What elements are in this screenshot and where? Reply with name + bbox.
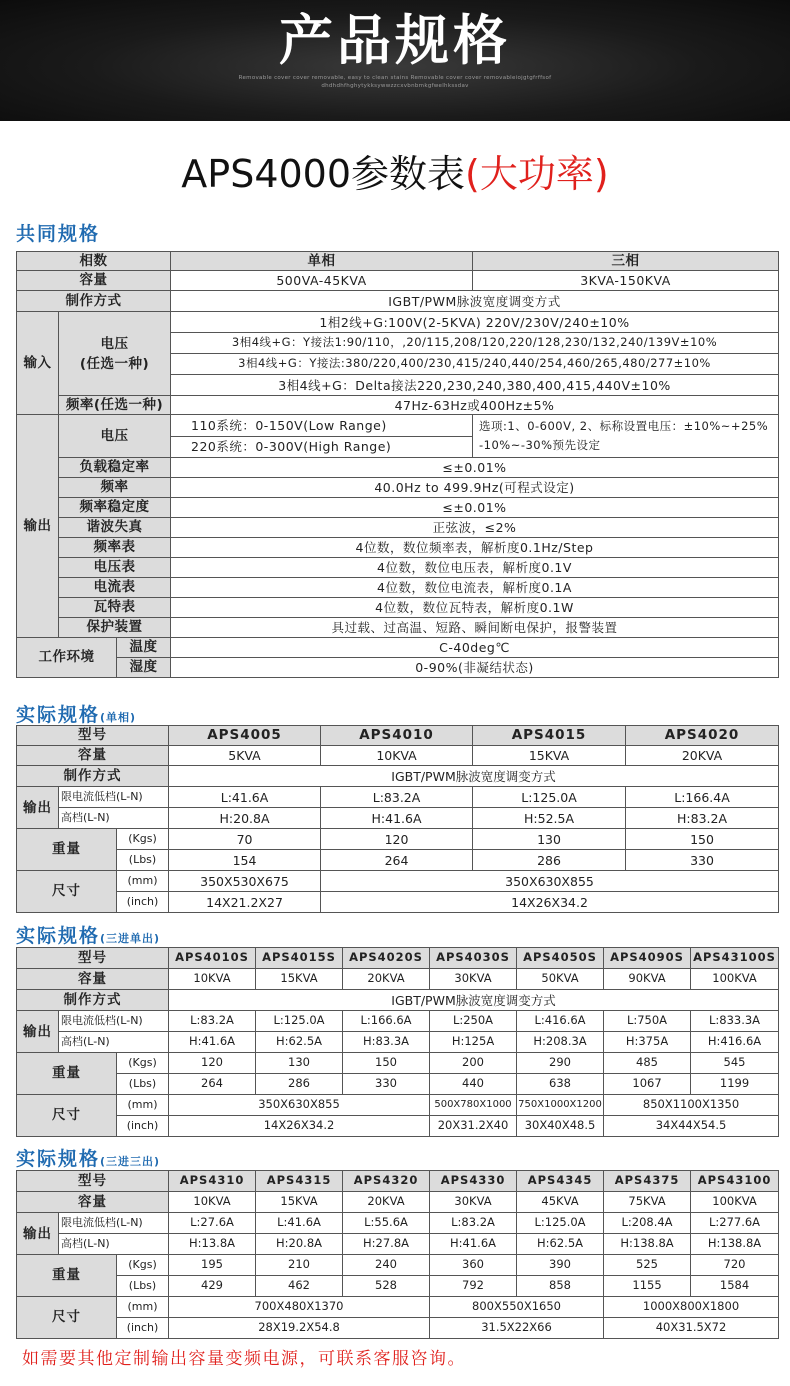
inch-label: (inch) [117,1318,169,1339]
voltage-meter-value: 4位数，数位电压表，解析度0.1V [171,558,779,578]
high-range-cell: H:41.6A [430,1234,517,1255]
size-label: 尺寸 [17,871,117,913]
high-range-label: 高档(L-N) [59,1234,169,1255]
model-cell: APS43100S [691,948,779,969]
capacity-cell: 15KVA [256,1192,343,1213]
high-range-cell: H:20.8A [169,808,321,829]
protection-value: 具过载、过高温、短路、瞬间断电保护，报警装置 [171,618,779,638]
table-row [17,726,779,746]
section-title-text: 实际规格 [16,1148,101,1170]
high-range-cell: H:13.8A [169,1234,256,1255]
high-range-label: 高档(L-N) [59,808,169,829]
low-range-cell: L:833.3A [691,1011,779,1032]
method-label: 制作方式 [17,766,169,787]
kgs-cell: 70 [169,829,321,850]
table-row [17,271,779,291]
method-value: IGBT/PWM脉波宽度调变方式 [169,766,779,787]
table-row [17,415,779,437]
capacity-cell: 45KVA [517,1192,604,1213]
temperature-label: 温度 [117,638,171,658]
voltage-meter-label: 电压表 [59,558,171,578]
capacity-three: 3KVA-150KVA [473,271,779,291]
inch-cell: 14X26X34.2 [321,892,779,913]
high-range-cell: H:83.2A [626,808,779,829]
kgs-cell: 150 [343,1053,430,1074]
single-phase-table [16,725,779,913]
capacity-cell: 15KVA [256,969,343,990]
section-title-text: 实际规格 [16,704,101,726]
high-range-cell: H:62.5A [256,1032,343,1053]
lbs-cell: 264 [321,850,473,871]
input-frequency-label: 频率(任选一种) [59,396,171,415]
low-range-cell: L:41.6A [256,1213,343,1234]
lbs-cell: 858 [517,1276,604,1297]
low-range-cell: L:125.0A [517,1213,604,1234]
table-row [17,766,779,787]
table-row [17,1053,779,1074]
high-range-cell: H:41.6A [321,808,473,829]
size-label: 尺寸 [17,1095,117,1137]
kgs-cell: 360 [430,1255,517,1276]
kgs-label: (Kgs) [117,1053,169,1074]
kgs-cell: 720 [691,1255,779,1276]
current-meter-label: 电流表 [59,578,171,598]
three-phase-header: 三相 [473,252,779,271]
lbs-cell: 528 [343,1276,430,1297]
mm-label: (mm) [117,1297,169,1318]
table-row [17,498,779,518]
table-row [17,658,779,678]
banner-subtitle-line-1: Removable cover cover removable, easy to clean stains Removable cover cover removableiojgtgfrffsof [238,75,552,81]
table-row [17,618,779,638]
low-range-cell: L:41.6A [169,787,321,808]
page-title-highlight: (大功率) [465,152,609,196]
phase-label: 相数 [17,252,171,271]
capacity-cell: 20KVA [343,969,430,990]
load-regulation-label: 负载稳定率 [59,458,171,478]
kgs-cell: 130 [256,1053,343,1074]
table-row [17,850,779,871]
high-range-cell: H:20.8A [256,1234,343,1255]
model-cell: APS4020 [626,726,779,746]
model-cell: APS4010S [169,948,256,969]
table-row [17,1255,779,1276]
mm-cell: 350X630X855 [321,871,779,892]
watt-meter-value: 4位数，数位瓦特表，解析度0.1W [171,598,779,618]
load-regulation-value: ≤±0.01% [171,458,779,478]
inch-cell: 14X26X34.2 [169,1116,430,1137]
lbs-label: (Lbs) [117,1276,169,1297]
model-cell: APS4310 [169,1171,256,1192]
temperature-value: C-40deg℃ [171,638,779,658]
lbs-cell: 1199 [691,1074,779,1095]
high-range-cell: H:208.3A [517,1032,604,1053]
high-range-cell: H:52.5A [473,808,626,829]
model-cell: APS4005 [169,726,321,746]
low-range-cell: L:83.2A [430,1213,517,1234]
frequency-stability-label: 频率稳定度 [59,498,171,518]
output-group-label: 输出 [17,787,59,829]
inch-cell: 31.5X22X66 [430,1318,604,1339]
kgs-cell: 210 [256,1255,343,1276]
table-row [17,1318,779,1339]
low-range-cell: L:416.6A [517,1011,604,1032]
high-range-cell: H:138.8A [691,1234,779,1255]
current-meter-value: 4位数，数位电流表，解析度0.1A [171,578,779,598]
mm-cell: 750X1000X1200 [517,1095,604,1116]
model-cell: APS4050S [517,948,604,969]
capacity-cell: 100KVA [691,969,779,990]
input-voltage-label [59,312,171,396]
low-range-label: 限电流低档(L-N) [59,1213,169,1234]
mm-cell: 500X780X1000 [430,1095,517,1116]
mm-cell: 850X1100X1350 [604,1095,779,1116]
low-range-cell: L:27.6A [169,1213,256,1234]
low-range-cell: L:166.4A [626,787,779,808]
lbs-cell: 1155 [604,1276,691,1297]
humidity-value: 0-90%(非凝结状态) [171,658,779,678]
capacity-label: 容量 [17,271,171,291]
capacity-cell: 10KVA [169,969,256,990]
capacity-single: 500VA-45KVA [171,271,473,291]
lbs-cell: 792 [430,1276,517,1297]
table-row [17,808,779,829]
capacity-cell: 20KVA [626,746,779,766]
weight-label: 重量 [17,829,117,871]
section-subtitle: (三进三出) [100,1155,161,1168]
kgs-label: (Kgs) [117,829,169,850]
lbs-cell: 429 [169,1276,256,1297]
watt-meter-label: 瓦特表 [59,598,171,618]
inch-cell: 14X21.2X27 [169,892,321,913]
mm-cell: 800X550X1650 [430,1297,604,1318]
section-subtitle: (三进单出) [100,932,161,945]
lbs-cell: 638 [517,1074,604,1095]
high-range-cell: H:83.3A [343,1032,430,1053]
lbs-label: (Lbs) [117,1074,169,1095]
single-phase-header: 单相 [171,252,473,271]
lbs-cell: 440 [430,1074,517,1095]
table-row [17,1234,779,1255]
capacity-cell: 20KVA [343,1192,430,1213]
low-range-cell: L:277.6A [691,1213,779,1234]
table-row [17,1276,779,1297]
three-in-single-out-table [16,947,779,1137]
capacity-label: 容量 [17,1192,169,1213]
high-range-cell: H:138.8A [604,1234,691,1255]
output-voltage-range-2: 220系统：0-300V(High Range) [171,436,473,458]
model-cell: APS43100 [691,1171,779,1192]
table-row [17,1032,779,1053]
table-row [17,1011,779,1032]
kgs-cell: 240 [343,1255,430,1276]
input-voltage-title: 电压 [100,335,129,352]
input-voltage-1: 1相2线+G:100V(2-5KVA) 220V/230V/240±10% [171,312,779,333]
table-row [17,458,779,478]
kgs-cell: 120 [169,1053,256,1074]
header-banner [0,0,790,121]
table-row [17,1095,779,1116]
capacity-label: 容量 [17,969,169,990]
banner-title: 产品规格 [279,9,511,72]
inch-cell: 34X44X54.5 [604,1116,779,1137]
low-range-label: 限电流低档(L-N) [59,1011,169,1032]
capacity-cell: 5KVA [169,746,321,766]
kgs-cell: 545 [691,1053,779,1074]
output-voltage-label: 电压 [59,415,171,458]
kgs-cell: 150 [626,829,779,850]
capacity-label: 容量 [17,746,169,766]
table-row [17,1074,779,1095]
model-label: 型号 [17,948,169,969]
banner-subtitle-line-2: dhdhdhfhghytykksywwzzcxvbnbmkgfwelhkssdav [321,83,469,89]
inch-cell: 40X31.5X72 [604,1318,779,1339]
section-title-text: 实际规格 [16,925,101,947]
table-row [17,1192,779,1213]
environment-label: 工作环境 [17,638,117,678]
kgs-cell: 390 [517,1255,604,1276]
lbs-cell: 286 [473,850,626,871]
input-frequency-value: 47Hz-63Hz或400Hz±5% [171,396,779,415]
table-row [17,990,779,1011]
lbs-cell: 462 [256,1276,343,1297]
input-voltage-2: 3相4线+G：Y接法1:90/110，,20/115,208/120,220/128,230/132,240/139V±10% [171,333,779,354]
kgs-cell: 200 [430,1053,517,1074]
lbs-cell: 1584 [691,1276,779,1297]
protection-label: 保护装置 [59,618,171,638]
high-range-cell: H:41.6A [169,1032,256,1053]
low-range-cell: L:125.0A [473,787,626,808]
low-range-cell: L:83.2A [169,1011,256,1032]
low-range-cell: L:83.2A [321,787,473,808]
table-row [17,396,779,415]
lbs-cell: 330 [343,1074,430,1095]
capacity-cell: 50KVA [517,969,604,990]
input-voltage-subtitle: (任选一种) [79,355,150,372]
table-row [17,558,779,578]
page-title-text: APS4000参数表 [181,152,466,196]
inch-label: (inch) [117,892,169,913]
inch-cell: 20X31.2X40 [430,1116,517,1137]
input-voltage-4: 3相4线+G：Delta接法220,230,240,380,400,415,440V±10% [171,375,779,396]
method-label: 制作方式 [17,291,171,312]
output-voltage-range-1: 110系统：0-150V(Low Range) [171,415,473,437]
section-subtitle: (单相) [100,711,137,724]
low-range-cell: L:208.4A [604,1213,691,1234]
method-value: IGBT/PWM脉波宽度调变方式 [171,291,779,312]
low-range-label: 限电流低档(L-N) [59,787,169,808]
table-row [17,578,779,598]
mm-label: (mm) [117,1095,169,1116]
inch-cell: 28X19.2X54.8 [169,1318,430,1339]
kgs-cell: 120 [321,829,473,850]
inch-label: (inch) [117,1116,169,1137]
capacity-cell: 15KVA [473,746,626,766]
three-in-three-out-table [16,1170,779,1339]
frequency-stability-value: ≤±0.01% [171,498,779,518]
table-row [17,1171,779,1192]
thd-value: 正弦波，≤2% [171,518,779,538]
high-range-cell: H:125A [430,1032,517,1053]
section-title-single-phase [16,700,136,727]
output-group-label: 输出 [17,1213,59,1255]
table-row [17,892,779,913]
mm-cell: 350X530X675 [169,871,321,892]
frequency-label: 频率 [59,478,171,498]
model-cell: APS4015 [473,726,626,746]
lbs-cell: 1067 [604,1074,691,1095]
section-title-three-in-three-out [16,1144,160,1171]
table-row [17,1116,779,1137]
table-row [17,518,779,538]
table-row [17,746,779,766]
kgs-cell: 130 [473,829,626,850]
model-label: 型号 [17,1171,169,1192]
table-row [17,478,779,498]
mm-cell: 1000X800X1800 [604,1297,779,1318]
high-range-cell: H:416.6A [691,1032,779,1053]
inch-cell: 30X40X48.5 [517,1116,604,1137]
model-cell: APS4090S [604,948,691,969]
table-row [17,1297,779,1318]
output-group-label: 输出 [17,415,59,638]
lbs-label: (Lbs) [117,850,169,871]
lbs-cell: 264 [169,1074,256,1095]
mm-label: (mm) [117,871,169,892]
high-range-cell: H:375A [604,1032,691,1053]
high-range-label: 高档(L-N) [59,1032,169,1053]
capacity-cell: 10KVA [321,746,473,766]
low-range-cell: L:125.0A [256,1011,343,1032]
low-range-cell: L:750A [604,1011,691,1032]
input-group-label: 输入 [17,312,59,415]
capacity-cell: 75KVA [604,1192,691,1213]
frequency-meter-value: 4位数，数位频率表，解析度0.1Hz/Step [171,538,779,558]
table-row [17,829,779,850]
table-row [17,538,779,558]
model-cell: APS4320 [343,1171,430,1192]
common-spec-table [16,251,779,678]
method-label: 制作方式 [17,990,169,1011]
weight-label: 重量 [17,1053,117,1095]
model-cell: APS4330 [430,1171,517,1192]
humidity-label: 湿度 [117,658,171,678]
table-row [17,871,779,892]
section-title-common [16,219,100,246]
lbs-cell: 154 [169,850,321,871]
high-range-cell: H:27.8A [343,1234,430,1255]
capacity-cell: 90KVA [604,969,691,990]
low-range-cell: L:250A [430,1011,517,1032]
mm-cell: 350X630X855 [169,1095,430,1116]
model-cell: APS4345 [517,1171,604,1192]
weight-label: 重量 [17,1255,117,1297]
table-row [17,598,779,618]
table-row [17,969,779,990]
model-cell: APS4015S [256,948,343,969]
model-cell: APS4315 [256,1171,343,1192]
capacity-cell: 30KVA [430,1192,517,1213]
footer-note: 如需要其他定制输出容量变频电源，可联系客服咨询。 [22,1349,466,1369]
model-label: 型号 [17,726,169,746]
table-row [17,291,779,312]
kgs-cell: 485 [604,1053,691,1074]
model-cell: APS4020S [343,948,430,969]
model-cell: APS4375 [604,1171,691,1192]
high-range-cell: H:62.5A [517,1234,604,1255]
table-row [17,252,779,271]
model-cell: APS4030S [430,948,517,969]
section-title-three-in-single-out [16,921,160,948]
mm-cell: 700X480X1370 [169,1297,430,1318]
kgs-label: (Kgs) [117,1255,169,1276]
table-row [17,312,779,333]
output-group-label: 输出 [17,1011,59,1053]
thd-label: 谐波失真 [59,518,171,538]
page-title [0,146,790,202]
kgs-cell: 290 [517,1053,604,1074]
low-range-cell: L:55.6A [343,1213,430,1234]
low-range-cell: L:166.6A [343,1011,430,1032]
frequency-value: 40.0Hz to 499.9Hz(可程式设定) [171,478,779,498]
model-cell: APS4010 [321,726,473,746]
table-row [17,638,779,658]
capacity-cell: 100KVA [691,1192,779,1213]
kgs-cell: 195 [169,1255,256,1276]
input-voltage-3: 3相4线+G：Y接法:380/220,400/230,415/240,440/254,460/265,480/277±10% [171,354,779,375]
capacity-cell: 10KVA [169,1192,256,1213]
frequency-meter-label: 频率表 [59,538,171,558]
lbs-cell: 330 [626,850,779,871]
capacity-cell: 30KVA [430,969,517,990]
output-voltage-note: 选项:1、0-600V, 2、标称设置电压：±10%~+25% -10%~-30%预先设定 [473,415,779,458]
table-row [17,1213,779,1234]
section-title-text: 共同规格 [16,223,101,245]
table-row [17,787,779,808]
kgs-cell: 525 [604,1255,691,1276]
table-row [17,948,779,969]
method-value: IGBT/PWM脉波宽度调变方式 [169,990,779,1011]
size-label: 尺寸 [17,1297,117,1339]
lbs-cell: 286 [256,1074,343,1095]
